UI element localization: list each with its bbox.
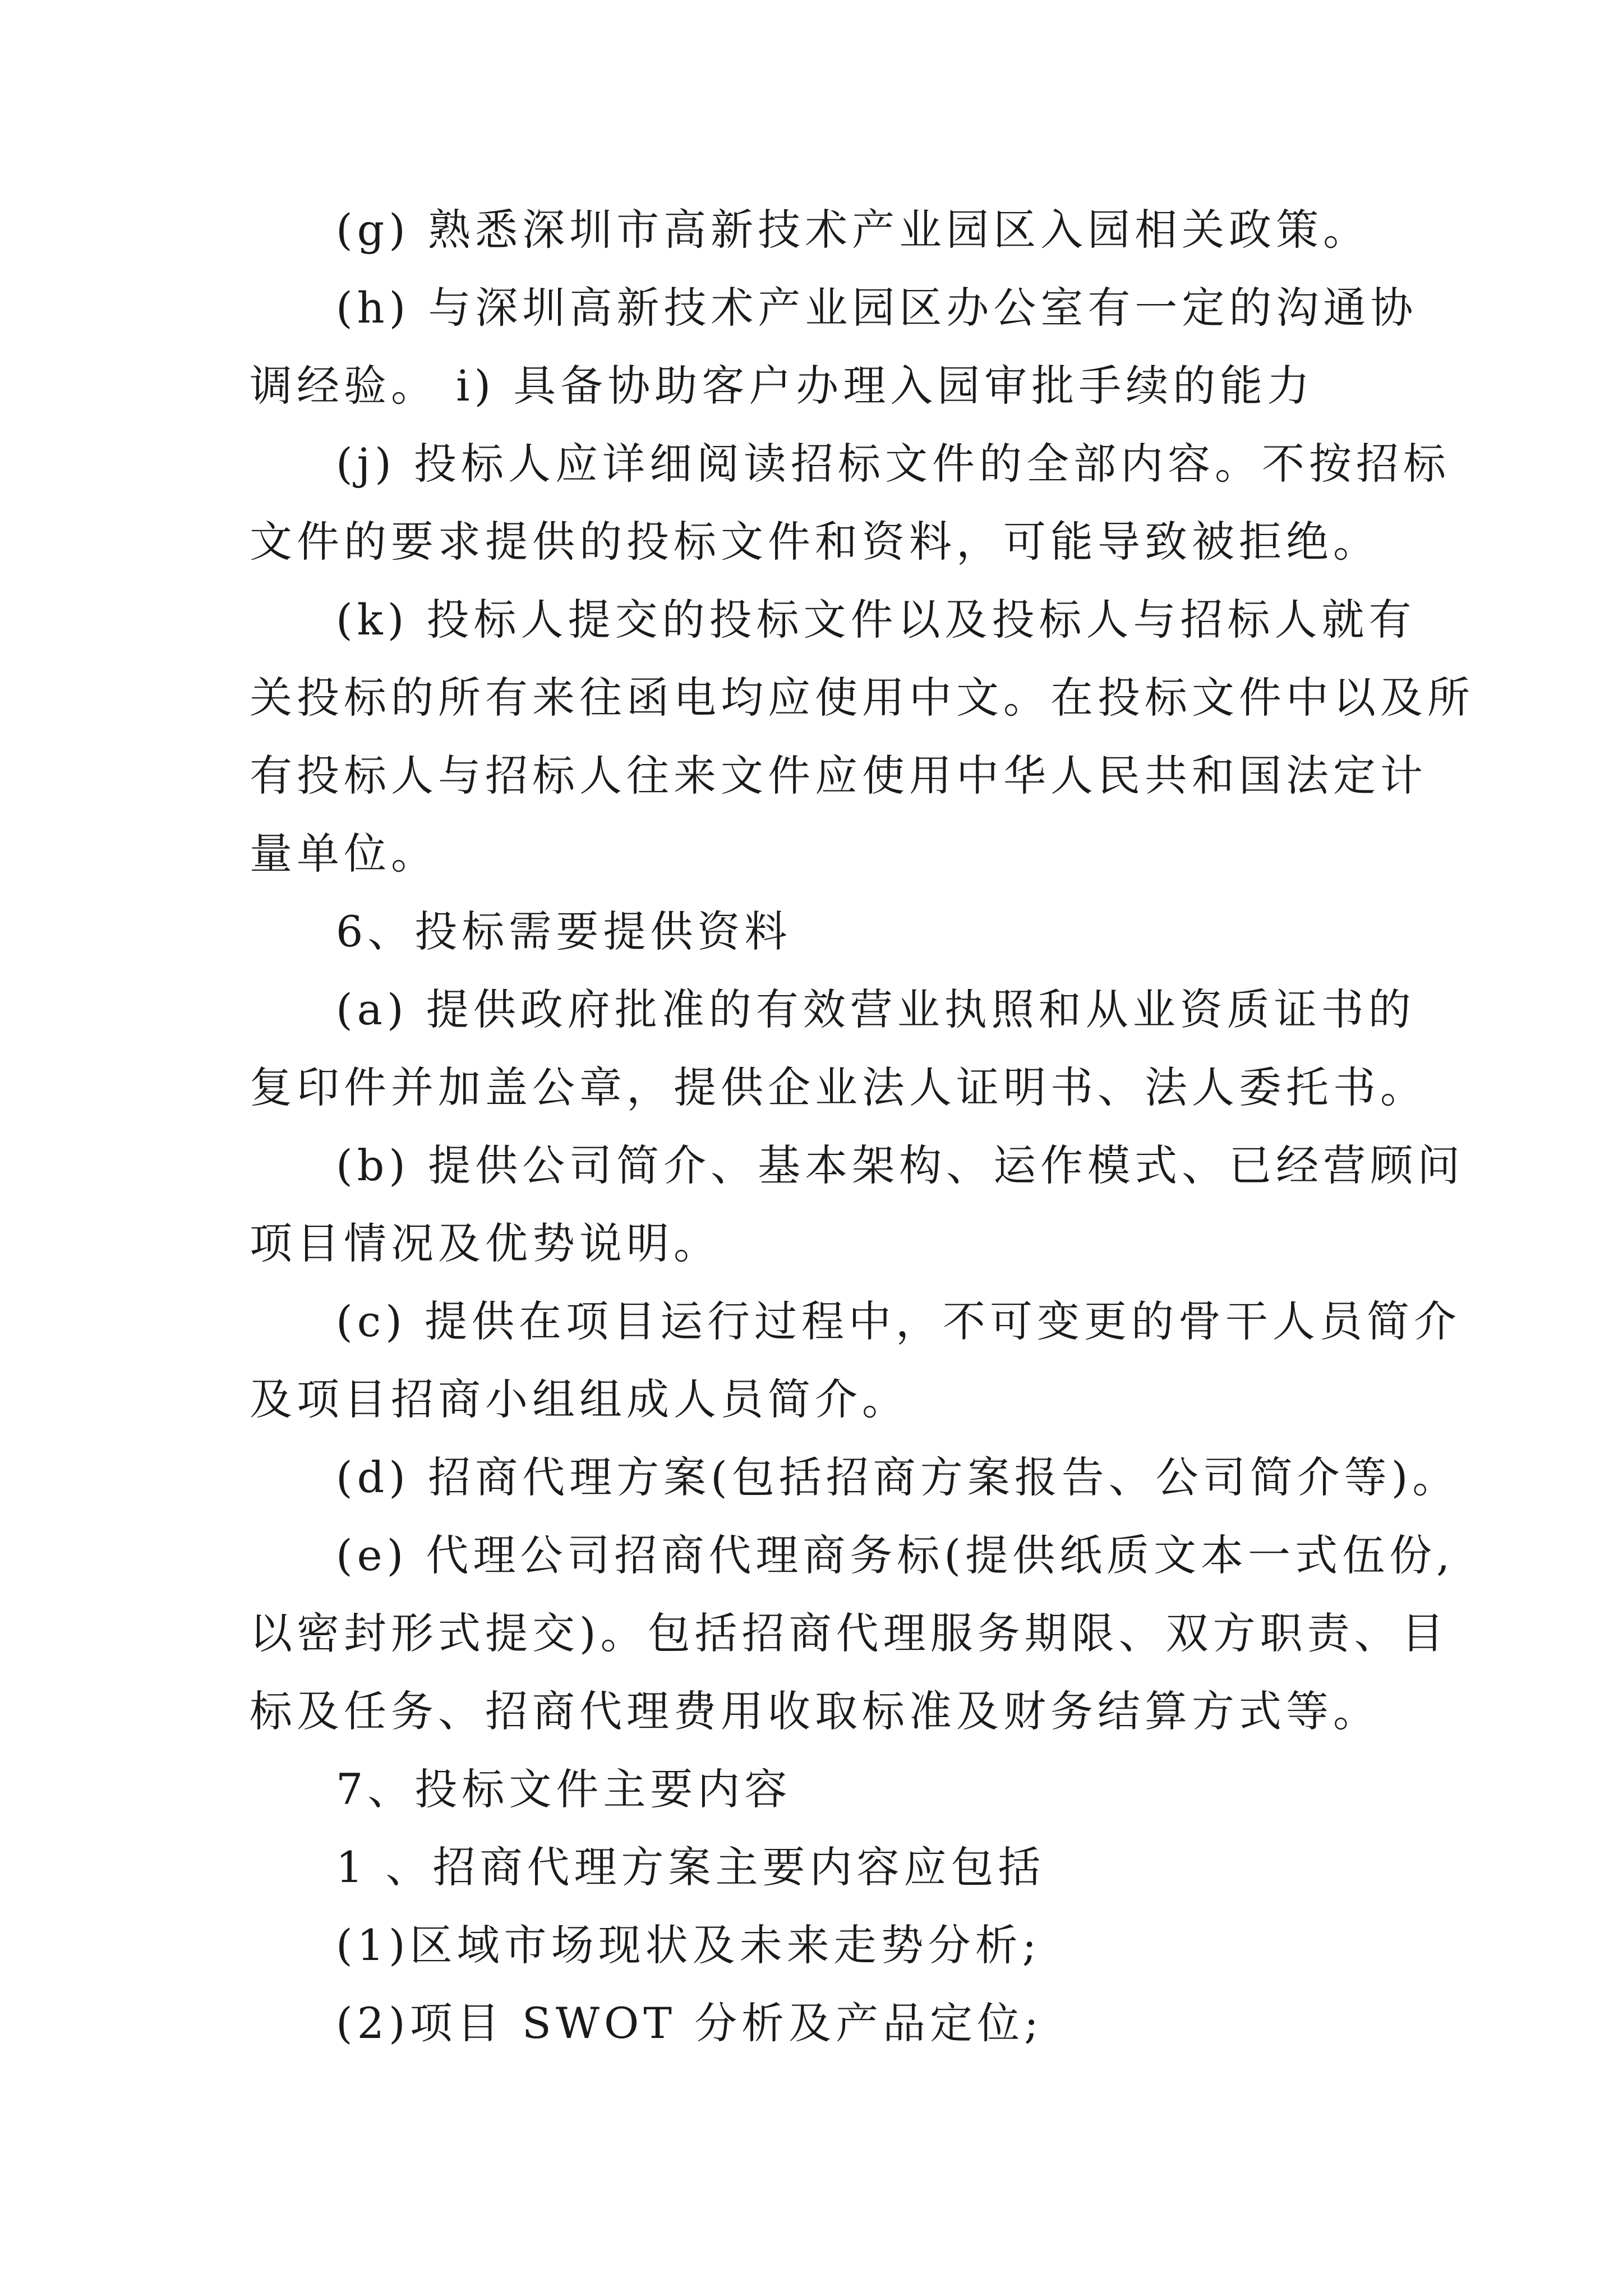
text-line: 有投标人与招标人往来文件应使用中华人民共和国法定计: [250, 751, 1427, 800]
text-line: 调经验。 i) 具备协助客户办理入园审批手续的能力: [250, 361, 1315, 411]
text-line: 量单位。: [250, 829, 438, 878]
paragraph-g: [250, 191, 1388, 269]
text-line: (2)项目 SWOT 分析及产品定位;: [336, 1998, 1043, 2048]
paragraph-k: [250, 581, 1474, 892]
text-line: (b) 提供公司简介、基本架构、运作模式、已经营顾问: [336, 1140, 1465, 1190]
subsection-heading-1: [250, 1828, 1388, 1906]
text-line: (c) 提供在项目运行过程中，不可变更的骨干人员简介: [336, 1296, 1461, 1346]
text-line: (g) 熟悉深圳市高新技术产业园区入园相关政策。: [336, 205, 1371, 255]
list-item-1: [250, 1906, 1388, 1984]
text-line: 7、投标文件主要内容: [336, 1764, 792, 1814]
document-body: [250, 191, 1474, 2062]
text-line: (a) 提供政府批准的有效营业执照和从业资质证书的: [336, 984, 1415, 1034]
text-line: (j) 投标人应详细阅读招标文件的全部内容。不按招标: [336, 439, 1451, 489]
paragraph-h: [250, 269, 1418, 425]
paragraph-e: [250, 1516, 1455, 1750]
paragraph-c: [250, 1282, 1461, 1438]
text-line: (1)区域市场现状及未来走势分析;: [336, 1920, 1041, 1970]
text-line: 标及任务、招商代理费用收取标准及财务结算方式等。: [250, 1686, 1380, 1736]
text-line: 关投标的所有来往函电均应使用中文。在投标文件中以及所: [250, 673, 1474, 723]
section-heading-6: [250, 892, 1388, 970]
text-line: (e) 代理公司招商代理商务标(提供纸质文本一式伍份,: [336, 1530, 1455, 1580]
section-heading-7: [250, 1750, 1388, 1828]
text-line: 复印件并加盖公章，提供企业法人证明书、法人委托书。: [250, 1062, 1427, 1112]
text-line: 1 、招商代理方案主要内容应包括: [336, 1842, 1045, 1892]
text-line: (h) 与深圳高新技术产业园区办公室有一定的沟通协: [336, 283, 1418, 333]
text-line: 以密封形式提交)。包括招商代理服务期限、双方职责、目: [250, 1608, 1449, 1658]
text-line: 及项目招商小组组成人员简介。: [250, 1374, 909, 1424]
paragraph-d: [250, 1438, 1460, 1516]
text-line: 项目情况及优势说明。: [250, 1218, 721, 1268]
paragraph-b: [250, 1126, 1465, 1282]
text-line: 6、投标需要提供资料: [336, 907, 792, 956]
text-line: (k) 投标人提交的投标文件以及投标人与招标人就有: [336, 595, 1416, 645]
paragraph-j: [250, 425, 1451, 581]
list-item-2: [250, 1984, 1388, 2062]
text-line: (d) 招商代理方案(包括招商方案报告、公司简介等)。: [336, 1452, 1460, 1502]
text-line: 文件的要求提供的投标文件和资料，可能导致被拒绝。: [250, 517, 1380, 567]
paragraph-a: [250, 970, 1427, 1126]
